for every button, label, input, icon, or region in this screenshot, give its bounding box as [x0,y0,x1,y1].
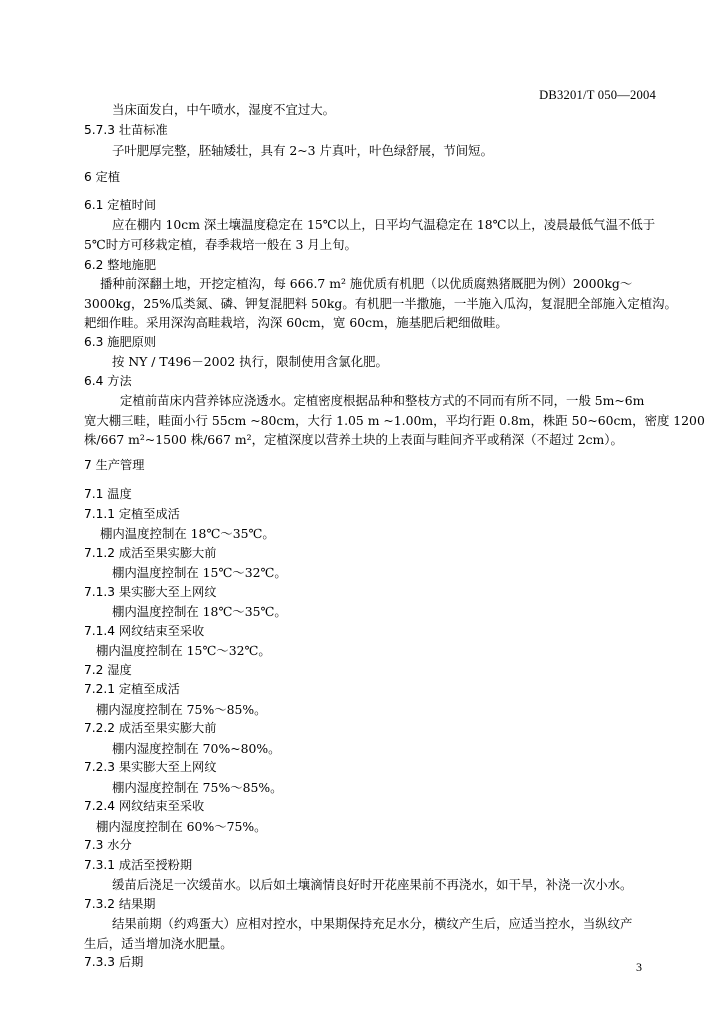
section-heading-7-1-3: 7.1.3 果实膨大至上网纹 [84,585,217,599]
document-code-header: DB3201/T 050—2004 [539,88,656,102]
section-heading-7-3: 7.3 水分 [84,838,132,852]
paragraph-line: 缓苗后浇足一次缓苗水。以后如土壤滴情良好时开花座果前不再浇水，如干旱，补浇一次小水。 [112,877,633,892]
paragraph-line: 棚内温度控制在 18℃～35℃。 [100,526,275,541]
section-heading-6-2: 6.2 整地施肥 [84,258,157,272]
section-heading-7-2-2: 7.2.2 成活至果实膨大前 [84,721,217,735]
paragraph-line: 棚内温度控制在 18℃～35℃。 [112,604,287,619]
paragraph-line: 应在棚内 10cm 深土壤温度稳定在 15℃以上，日平均气温稳定在 18℃以上，凌晨最低气温不低于 [112,217,656,232]
paragraph-line: 生后，适当增加浇水肥量。 [84,936,233,951]
paragraph-line: 棚内湿度控制在 70%~80%。 [112,741,281,756]
section-heading-7-1-1: 7.1.1 定植至成活 [84,507,180,521]
paragraph-line: 棚内湿度控制在 75%～85%。 [112,780,283,795]
paragraph-line: 棚内温度控制在 15℃～32℃。 [96,643,271,658]
paragraph-line: 结果前期（约鸡蛋大）应相对控水，中果期保持充足水分，横纹产生后，应适当控水，当纵纹产 [112,916,633,931]
section-heading-7-1-4: 7.1.4 网纹结束至采收 [84,624,205,638]
section-heading-7-3-1: 7.3.1 成活至授粉期 [84,858,193,872]
paragraph-line: 棚内湿度控制在 75%～85%。 [96,702,267,717]
paragraph-line: 株/667 m²~1500 株/667 m²，定植深度以营养土块的上表面与畦间齐平或稍深（不超过 2cm）。 [84,432,623,447]
paragraph-line: 子叶肥厚完整，胚轴矮壮，具有 2~3 片真叶，叶色绿舒展，节间短。 [112,143,493,158]
paragraph-line: 宽大棚三畦，畦面小行 55cm ~80cm，大行 1.05 m ~1.00m，平均行距 0.8m，株距 50~60cm，密度 1200 [84,413,705,428]
section-heading-7-1-2: 7.1.2 成活至果实膨大前 [84,546,217,560]
paragraph-line: 3000kg，25%瓜类氮、磷、钾复混肥料 50kg。有机肥一半撒施，一半施入瓜沟，复混肥全部施入定植沟。 [84,296,677,311]
section-heading-7-2: 7.2 湿度 [84,663,132,677]
paragraph-line: 耙细作畦。采用深沟高畦栽培，沟深 60cm，宽 60cm，施基肥后耙细做畦。 [84,315,508,330]
section-heading-7-2-3: 7.2.3 果实膨大至上网纹 [84,760,217,774]
paragraph-line: 当床面发白，中午喷水，湿度不宜过大。 [112,102,336,117]
section-heading-5-7-3: 5.7.3 壮苗标准 [84,123,168,137]
paragraph-line: 棚内温度控制在 15℃～32℃。 [112,565,287,580]
section-heading-6-3: 6.3 施肥原则 [84,335,157,349]
paragraph-line: 棚内湿度控制在 60%～75%。 [96,819,267,834]
section-heading-7-3-2: 7.3.2 结果期 [84,897,156,911]
chapter-heading-7: 7 生产管理 [84,458,145,472]
paragraph-line: 按 NY / T496－2002 执行，限制使用含氯化肥。 [112,354,388,369]
section-heading-7-1: 7.1 温度 [84,487,132,501]
paragraph-line: 5℃时方可移栽定植，春季栽培一般在 3 月上旬。 [84,237,357,252]
page-number: 3 [636,960,642,974]
section-heading-6-4: 6.4 方法 [84,374,132,388]
paragraph-line: 定植前苗床内营养钵应浇透水。定植密度根据品种和整枝方式的不同而有所不同，一般 5m~6m [120,393,645,408]
chapter-heading-6: 6 定植 [84,170,121,184]
section-heading-7-2-1: 7.2.1 定植至成活 [84,682,180,696]
section-heading-7-2-4: 7.2.4 网纹结束至采收 [84,799,205,813]
section-heading-7-3-3: 7.3.3 后期 [84,955,144,969]
section-heading-6-1: 6.1 定植时间 [84,198,157,212]
paragraph-line: 播种前深翻土地，开挖定植沟，每 666.7 m² 施优质有机肥（以优质腐熟猪厩肥为例）2000kg～ [100,276,633,291]
